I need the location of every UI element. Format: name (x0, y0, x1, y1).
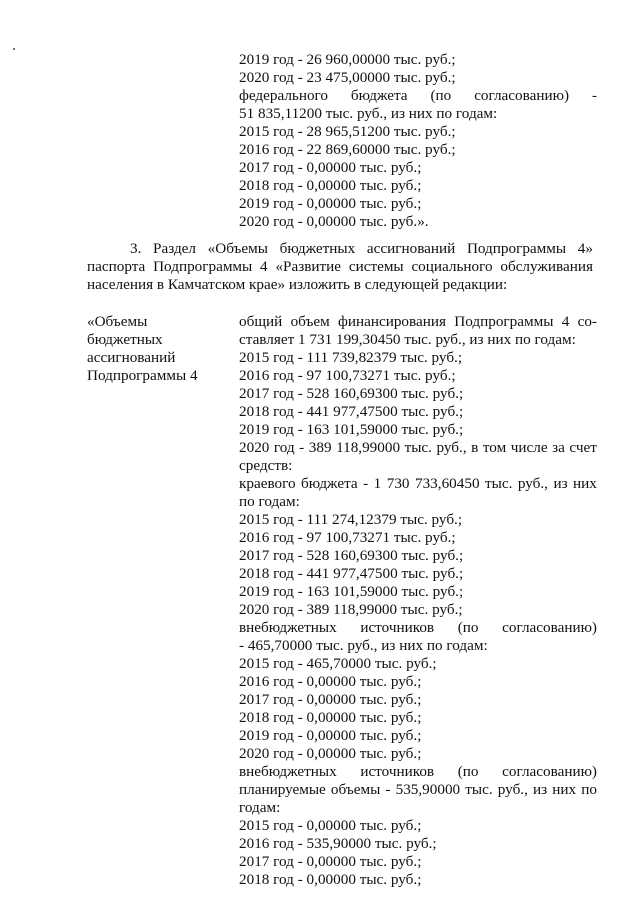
value-line: 2015 год - 111 274,12379 тыс. руб.; (239, 511, 463, 528)
text-line: 2020 год - 23 475,00000 тыс. руб.; (239, 69, 456, 86)
value-line: общий объем финансирования Подпрограммы 4 со- (239, 313, 597, 330)
label-line: бюджетных (87, 331, 163, 348)
value-line: по годам: (239, 493, 300, 510)
value-line: 2016 год - 0,00000 тыс. руб.; (239, 673, 422, 690)
paragraph-line: населения в Камчатском крае» изложить в следующей редакции: (87, 276, 508, 293)
text-line: 2020 год - 0,00000 тыс. руб.». (239, 213, 429, 230)
value-line: 2020 год - 389 118,99000 тыс. руб.; (239, 601, 463, 618)
value-line: внебюджетных источников (по согласованию) (239, 619, 597, 636)
label-line: Подпрограммы 4 (87, 367, 198, 384)
value-line: 2015 год - 111 739,82379 тыс. руб.; (239, 349, 463, 366)
value-line: ставляет 1 731 199,30450 тыс. руб., из них по годам: (239, 331, 576, 348)
text-line: 2019 год - 0,00000 тыс. руб.; (239, 195, 422, 212)
text-line: 2016 год - 22 869,60000 тыс. руб.; (239, 141, 456, 158)
value-line: 2016 год - 535,90000 тыс. руб.; (239, 835, 437, 852)
value-line: 2019 год - 0,00000 тыс. руб.; (239, 727, 422, 744)
value-line: планируемые объемы - 535,90000 тыс. руб., из них по (239, 781, 597, 798)
value-line: средств: (239, 457, 293, 474)
text-line: 2017 год - 0,00000 тыс. руб.; (239, 159, 422, 176)
label-line: «Объемы (87, 313, 148, 330)
value-line: годам: (239, 799, 281, 816)
value-line: 2015 год - 0,00000 тыс. руб.; (239, 817, 422, 834)
federal-budget-line: федерального бюджета (по согласованию) - (239, 87, 597, 104)
value-line: 2017 год - 0,00000 тыс. руб.; (239, 853, 422, 870)
label-line: ассигнований (87, 349, 176, 366)
value-line: 2018 год - 0,00000 тыс. руб.; (239, 709, 422, 726)
value-line: краевого бюджета - 1 730 733,60450 тыс. руб., из них (239, 475, 597, 492)
value-line: 2018 год - 441 977,47500 тыс. руб.; (239, 565, 464, 582)
value-line: 2020 год - 0,00000 тыс. руб.; (239, 745, 422, 762)
value-line: 2017 год - 0,00000 тыс. руб.; (239, 691, 422, 708)
text-line: 2018 год - 0,00000 тыс. руб.; (239, 177, 422, 194)
scan-speck (13, 48, 15, 50)
text-line: 51 835,11200 тыс. руб., из них по годам: (239, 105, 498, 122)
value-line: 2018 год - 0,00000 тыс. руб.; (239, 871, 422, 888)
value-line: 2018 год - 441 977,47500 тыс. руб.; (239, 403, 464, 420)
value-line: - 465,70000 тыс. руб., из них по годам: (239, 637, 488, 654)
value-line: 2016 год - 97 100,73271 тыс. руб.; (239, 529, 456, 546)
text-line: 2015 год - 28 965,51200 тыс. руб.; (239, 123, 456, 140)
text-line: 2019 год - 26 960,00000 тыс. руб.; (239, 51, 456, 68)
value-line: 2020 год - 389 118,99000 тыс. руб., в том числе за счет (239, 439, 597, 456)
value-line: 2017 год - 528 160,69300 тыс. руб.; (239, 385, 464, 402)
value-line: 2017 год - 528 160,69300 тыс. руб.; (239, 547, 464, 564)
paragraph-line: 3. Раздел «Объемы бюджетных ассигнований Подпрограммы 4» (130, 240, 593, 257)
value-line: 2016 год - 97 100,73271 тыс. руб.; (239, 367, 456, 384)
value-line: 2015 год - 465,70000 тыс. руб.; (239, 655, 437, 672)
value-line: 2019 год - 163 101,59000 тыс. руб.; (239, 583, 464, 600)
value-line: внебюджетных источников (по согласованию) (239, 763, 597, 780)
paragraph-line: паспорта Подпрограммы 4 «Развитие системы социального обслуживания (87, 258, 593, 275)
value-line: 2019 год - 163 101,59000 тыс. руб.; (239, 421, 464, 438)
